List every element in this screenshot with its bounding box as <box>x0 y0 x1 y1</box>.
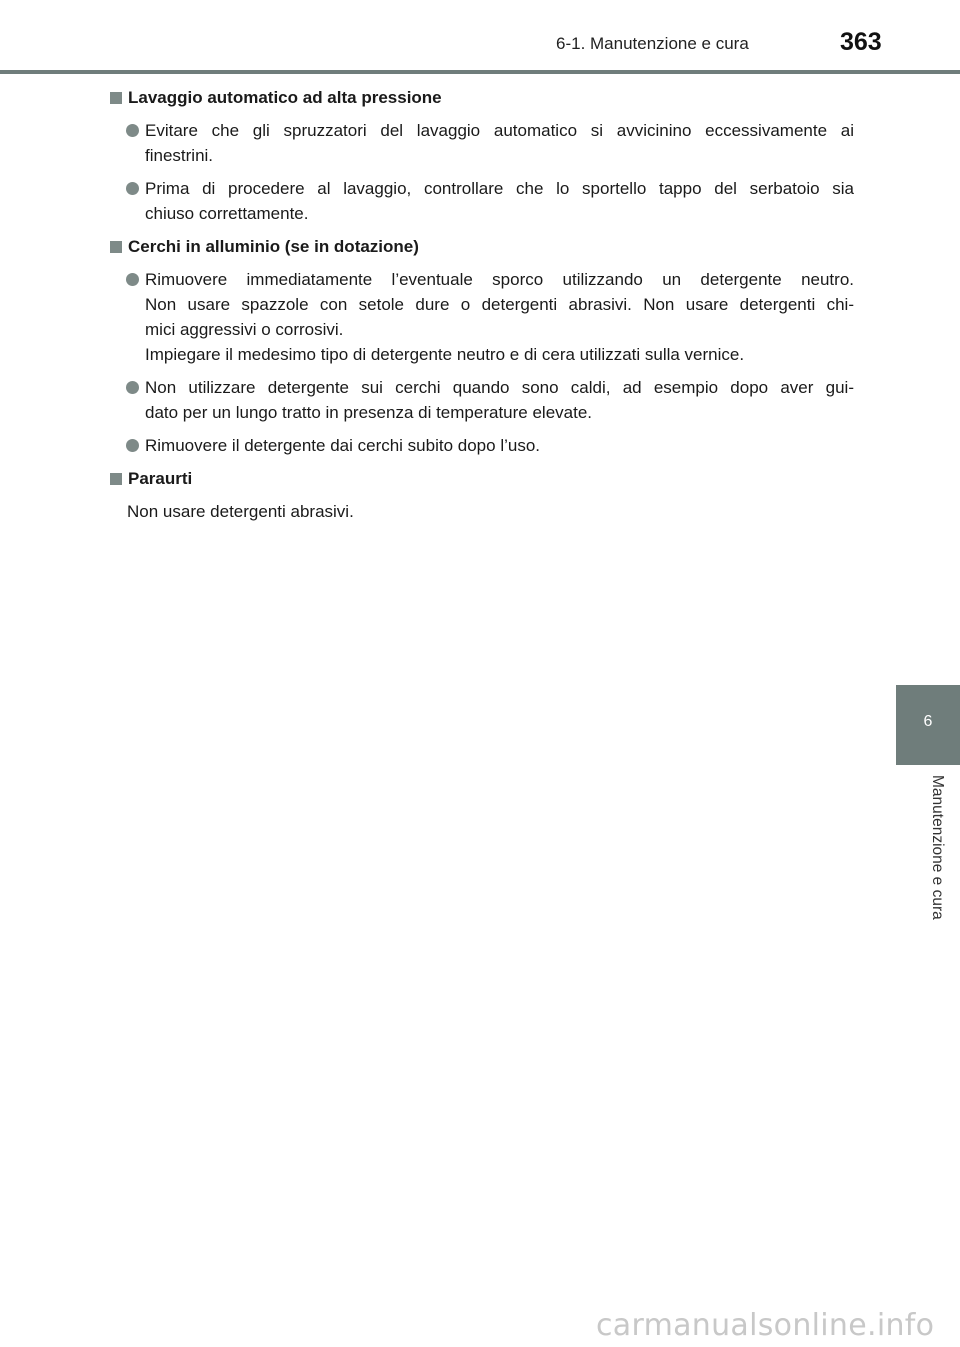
text-line: Rimuovere il detergente dai cerchi subito dopo l’uso. <box>145 436 541 455</box>
text-line: Rimuovere immediatamente l’eventuale sporco utilizzando un detergente neutro. <box>145 270 854 289</box>
bullet-item <box>108 433 854 458</box>
square-bullet-icon <box>110 241 122 253</box>
text-line: mici aggressivi o corrosivi. <box>145 320 344 339</box>
section-heading-text: Lavaggio automatico ad alta pressione <box>128 88 442 107</box>
bullet-item <box>108 118 854 168</box>
round-bullet-icon <box>126 273 139 286</box>
text-line: finestrini. <box>145 146 214 165</box>
text-line: Prima di procedere al lavaggio, controllare che lo sportello tappo del serbatoio sia <box>145 179 854 198</box>
text-line: Non usare spazzole con setole dure o detergenti abrasivi. Non usare detergenti chi- <box>145 295 854 314</box>
square-bullet-icon <box>110 473 122 485</box>
section-heading-text: Cerchi in alluminio (se in dotazione) <box>128 237 419 256</box>
chapter-title: Manutenzione e cura <box>929 775 946 920</box>
page-number: 363 <box>840 28 882 56</box>
section-heading-text: Paraurti <box>128 469 193 488</box>
section-heading <box>108 85 854 110</box>
round-bullet-icon <box>126 439 139 452</box>
bullet-item <box>108 375 854 425</box>
text-line: Impiegare il medesimo tipo di detergente neutro e di cera utilizzati sulla vernice. <box>145 345 745 364</box>
text-line: chiuso correttamente. <box>145 204 309 223</box>
header-section-title: 6-1. Manutenzione e cura <box>556 34 749 53</box>
text-line: Evitare che gli spruzzatori del lavaggio automatico si avvicinino eccessivamente ai <box>145 121 854 140</box>
round-bullet-icon <box>126 381 139 394</box>
section-heading <box>108 234 854 259</box>
paragraph: Non usare detergenti abrasivi. <box>127 502 354 521</box>
section-heading <box>108 466 854 491</box>
bullet-item <box>108 176 854 226</box>
header-divider <box>0 70 960 74</box>
round-bullet-icon <box>126 124 139 137</box>
page-content <box>108 85 854 532</box>
watermark: carmanualsonline.info <box>596 1308 935 1343</box>
round-bullet-icon <box>126 182 139 195</box>
square-bullet-icon <box>110 92 122 104</box>
bullet-item <box>108 267 854 367</box>
text-line: Non utilizzare detergente sui cerchi quando sono caldi, ad esempio dopo aver gui- <box>145 378 854 397</box>
chapter-number: 6 <box>923 713 933 730</box>
text-line: dato per un lungo tratto in presenza di temperature elevate. <box>145 403 593 422</box>
